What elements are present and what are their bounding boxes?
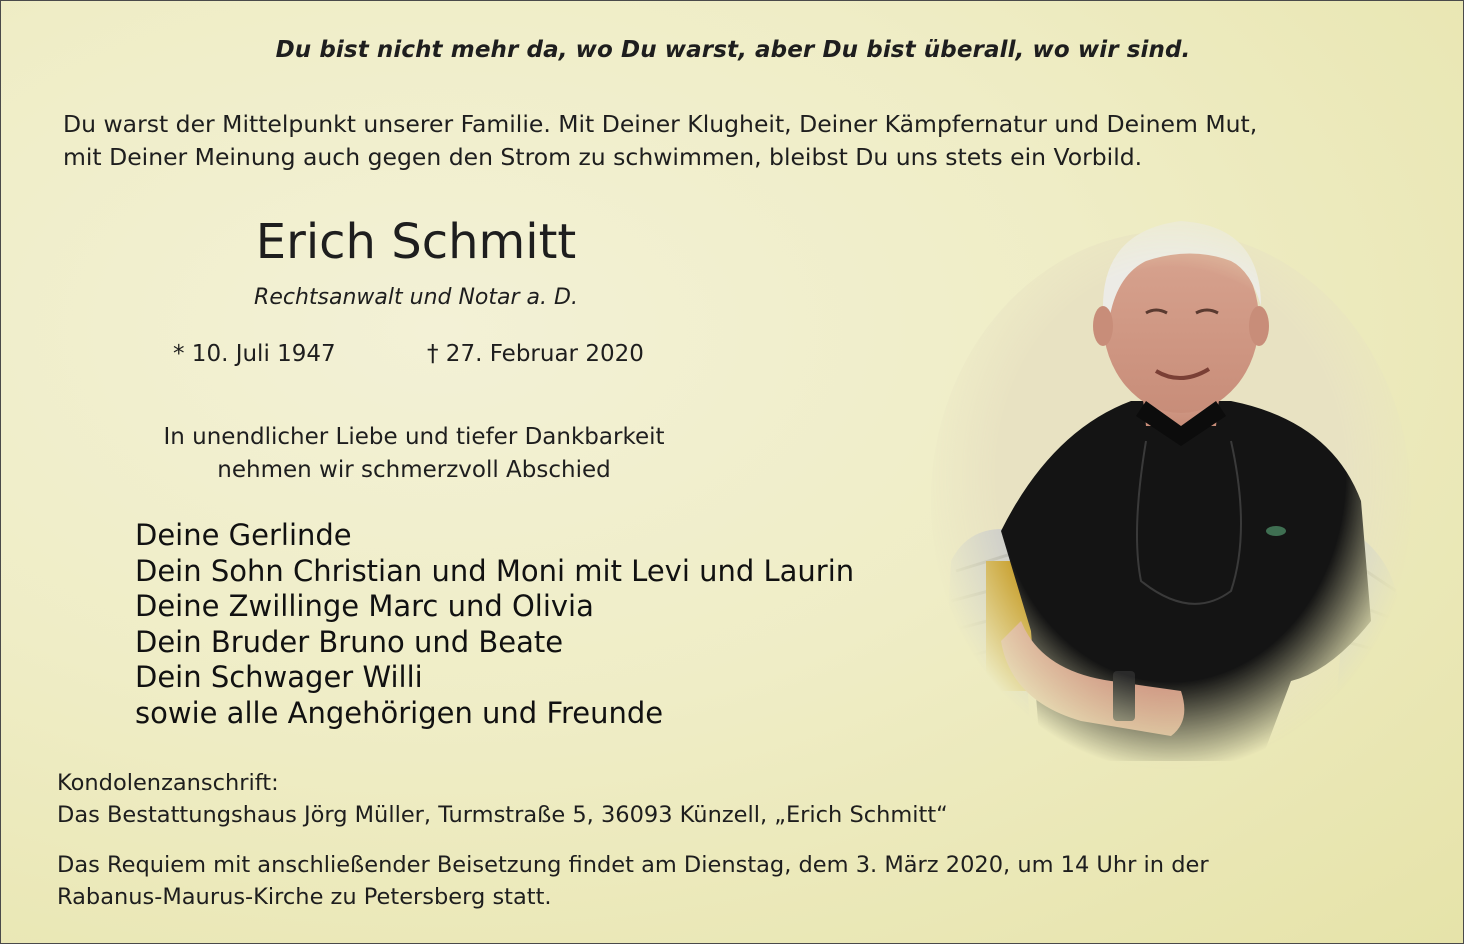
condolence-label: Kondolenzanschrift: [57,770,279,796]
family-list [135,518,854,731]
intro-line: Du warst der Mittelpunkt unserer Familie. Mit Deiner Klugheit, Deiner Kämpfernatur und Deinem Mut, [63,110,1258,138]
family-member: Dein Sohn Christian und Moni mit Levi und Laurin [135,553,855,588]
family-member: sowie alle Angehörigen und Freunde [135,695,664,730]
mourning-line: In unendlicher Liebe und tiefer Dankbarkeit [163,424,665,450]
deceased-name: Erich Schmitt [255,214,577,270]
requiem-info [57,849,1209,913]
quote: Du bist nicht mehr da, wo Du warst, aber Du bist überall, wo wir sind. [275,37,1191,63]
intro-line: mit Deiner Meinung auch gegen den Strom zu schwimmen, bleibst Du uns stets ein Vorbild. [63,143,1143,171]
intro-text [63,108,1257,174]
requiem-line: Das Requiem mit anschließender Beisetzung findet am Dienstag, dem 3. März 2020, um 14 Uhr in der [57,852,1209,878]
deceased-title: Rechtsanwalt und Notar a. D. [254,285,578,310]
family-member: Dein Bruder Bruno und Beate [135,624,564,659]
condolence-address-block [57,767,948,831]
condolence-address: Das Bestattungshaus Jörg Müller, Turmstraße 5, 36093 Künzell, „Erich Schmitt“ [57,802,948,828]
death-date: † 27. Februar 2020 [427,341,644,367]
portrait-photo [931,201,1411,771]
birth-date: * 10. Juli 1947 [173,341,336,367]
mourning-text [81,421,747,487]
mourning-line: nehmen wir schmerzvoll Abschied [217,457,611,483]
family-member: Deine Zwillinge Marc und Olivia [135,589,594,623]
family-member: Dein Schwager Willi [135,660,423,694]
requiem-line: Rabanus-Maurus-Kirche zu Petersberg statt. [57,884,552,910]
family-member: Deine Gerlinde [135,518,352,552]
